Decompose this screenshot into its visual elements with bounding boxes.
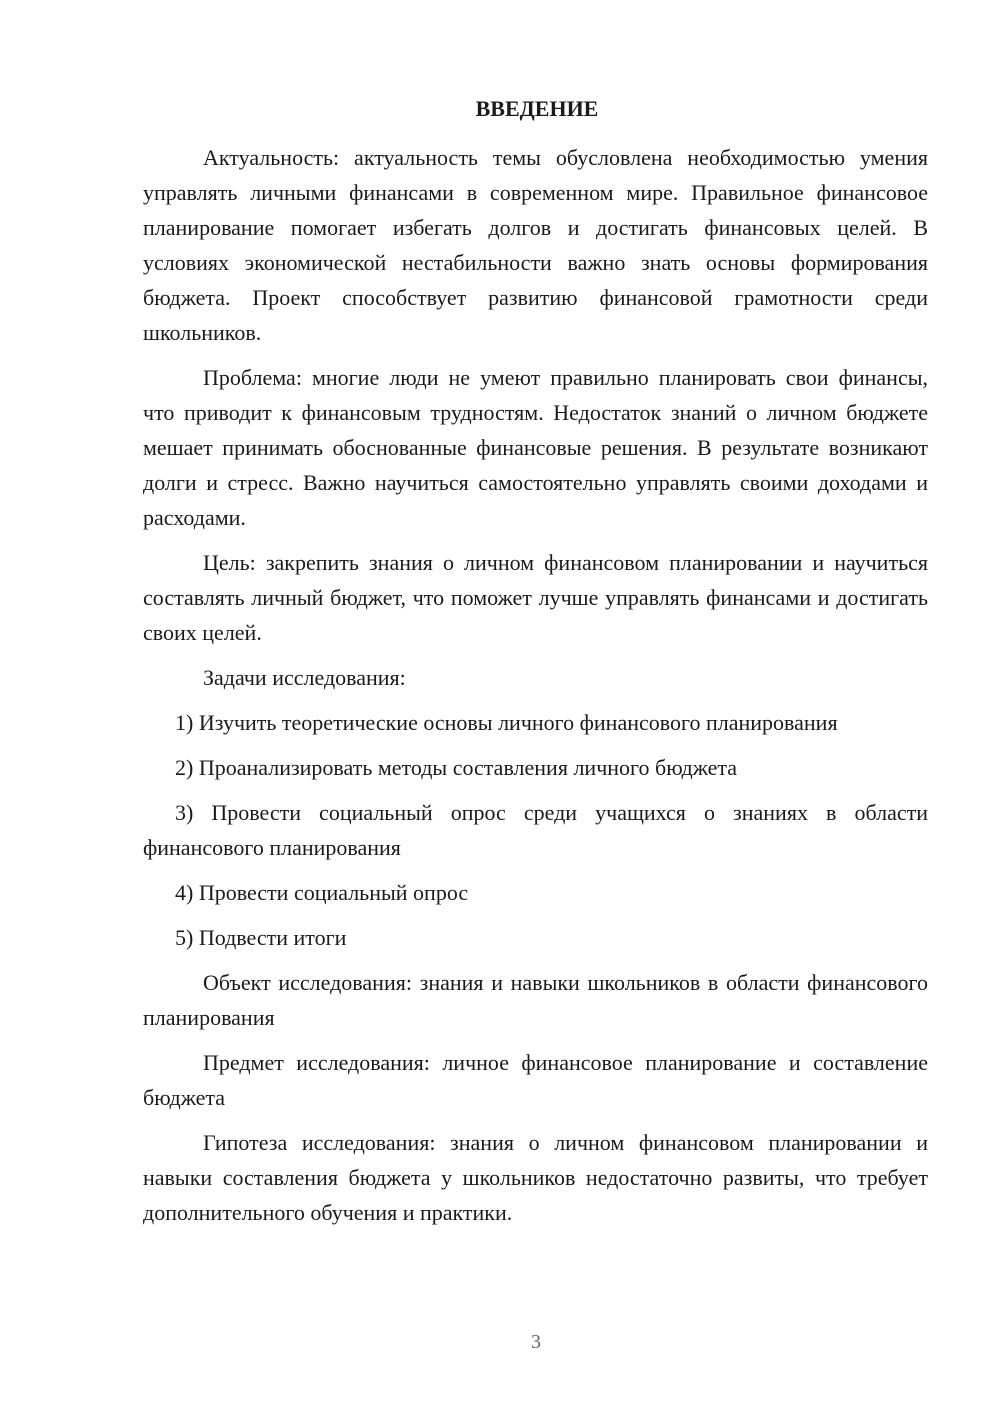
page-title: ВВЕДЕНИЕ [475,96,599,121]
task-item-4: 4) Провести социальный опрос [175,880,469,905]
task-item-3: 3) Провести социальный опрос среди учащихся о знаниях в области финансового планирования [143,800,928,860]
page-number: 3 [531,1331,541,1353]
task-item-5: 5) Подвести итоги [175,925,347,950]
tasks-heading: Задачи исследования: [203,665,406,690]
paragraph-hypothesis: Гипотеза исследования: знания о личном финансовом планировании и навыки составления бюджета у школьников недостаточно развиты, что требует дополнительного обучения и практики. [143,1130,928,1225]
paragraph-relevance: Актуальность: актуальность темы обусловлена необходимостью умения управлять личными финансами в современном мире. Правильное финансовое планирование помогает избегать долгов и достигать финансовых целей. В условиях экономической нестабильности важно знать основы формирования бюджета. Проект способствует развитию финансовой грамотности среди школьников. [143,145,928,345]
task-item-1: 1) Изучить теоретические основы личного финансового планирования [175,710,838,735]
task-item-2: 2) Проанализировать методы составления личного бюджета [175,755,738,780]
paragraph-problem: Проблема: многие люди не умеют правильно планировать свои финансы, что приводит к финансовым трудностям. Недостаток знаний о личном бюджете мешает принимать обоснованные финансовые решения. В результате возникают долги и стресс. Важно научиться самостоятельно управлять своими доходами и расходами. [143,365,928,530]
paragraph-subject: Предмет исследования: личное финансовое планирование и составление бюджета [143,1050,928,1110]
document-page [143,94,928,1240]
paragraph-object: Объект исследования: знания и навыки школьников в области финансового планирования [143,970,928,1030]
paragraph-goal: Цель: закрепить знания о личном финансовом планировании и научиться составлять личный бюджет, что поможет лучше управлять финансами и достигать своих целей. [143,550,928,645]
